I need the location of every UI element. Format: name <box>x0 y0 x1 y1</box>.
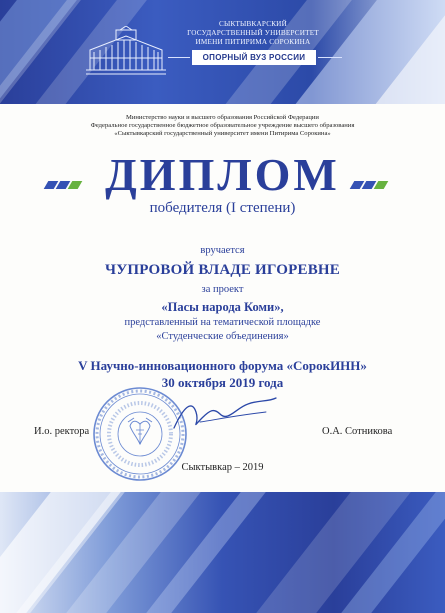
handwritten-signature <box>170 392 280 438</box>
ministry-block <box>30 114 415 138</box>
ministry-line: «Сыктывкарский государственный университет имени Питирима Сорокина» <box>114 130 331 137</box>
diploma-title: ДИПЛОМ <box>105 149 340 200</box>
platform-name: «Студенческие объединения» <box>156 331 289 342</box>
divider <box>168 57 190 58</box>
forum-name: V Научно-инновационного форума «СорокИНН» <box>78 358 367 373</box>
university-building-logo-icon <box>80 26 172 80</box>
recipient-name: ЧУПРОВОЙ ВЛАДЕ ИГОРЕВНЕ <box>105 262 340 278</box>
city-year: Сыктывкар – 2019 <box>181 462 264 473</box>
rector-name: О.А. Сотникова <box>322 426 393 437</box>
diploma-subtitle: победителя (I степени) <box>149 200 296 216</box>
presented-label: представленный на тематической площадке <box>124 317 321 328</box>
footer-banner <box>0 492 445 613</box>
for-project-label: за проект <box>201 284 244 295</box>
decorative-bars <box>352 176 388 194</box>
ministry-line: Министерство науки и высшего образования Российской Федерации <box>126 114 319 121</box>
university-name-line: СЫКТЫВКАРСКИЙ <box>219 20 287 28</box>
ministry-line: Федеральное государственное бюджетное образовательное учреждение высшего образования <box>90 122 355 129</box>
divider <box>318 57 342 58</box>
university-name <box>178 20 328 47</box>
rector-role: И.о. ректора <box>34 426 90 437</box>
header-banner <box>0 0 445 104</box>
title-row <box>0 148 445 202</box>
flagship-badge: ОПОРНЫЙ ВУЗ РОССИИ <box>192 50 316 65</box>
university-name-line: ИМЕНИ ПИТИРИМА СОРОКИНА <box>195 38 311 46</box>
event-date: 30 октября 2019 года <box>161 375 284 390</box>
university-name-line: ГОСУДАРСТВЕННЫЙ УНИВЕРСИТЕТ <box>187 29 319 37</box>
project-name: «Пасы народа Коми», <box>161 300 284 314</box>
awarded-label: вручается <box>200 245 245 256</box>
